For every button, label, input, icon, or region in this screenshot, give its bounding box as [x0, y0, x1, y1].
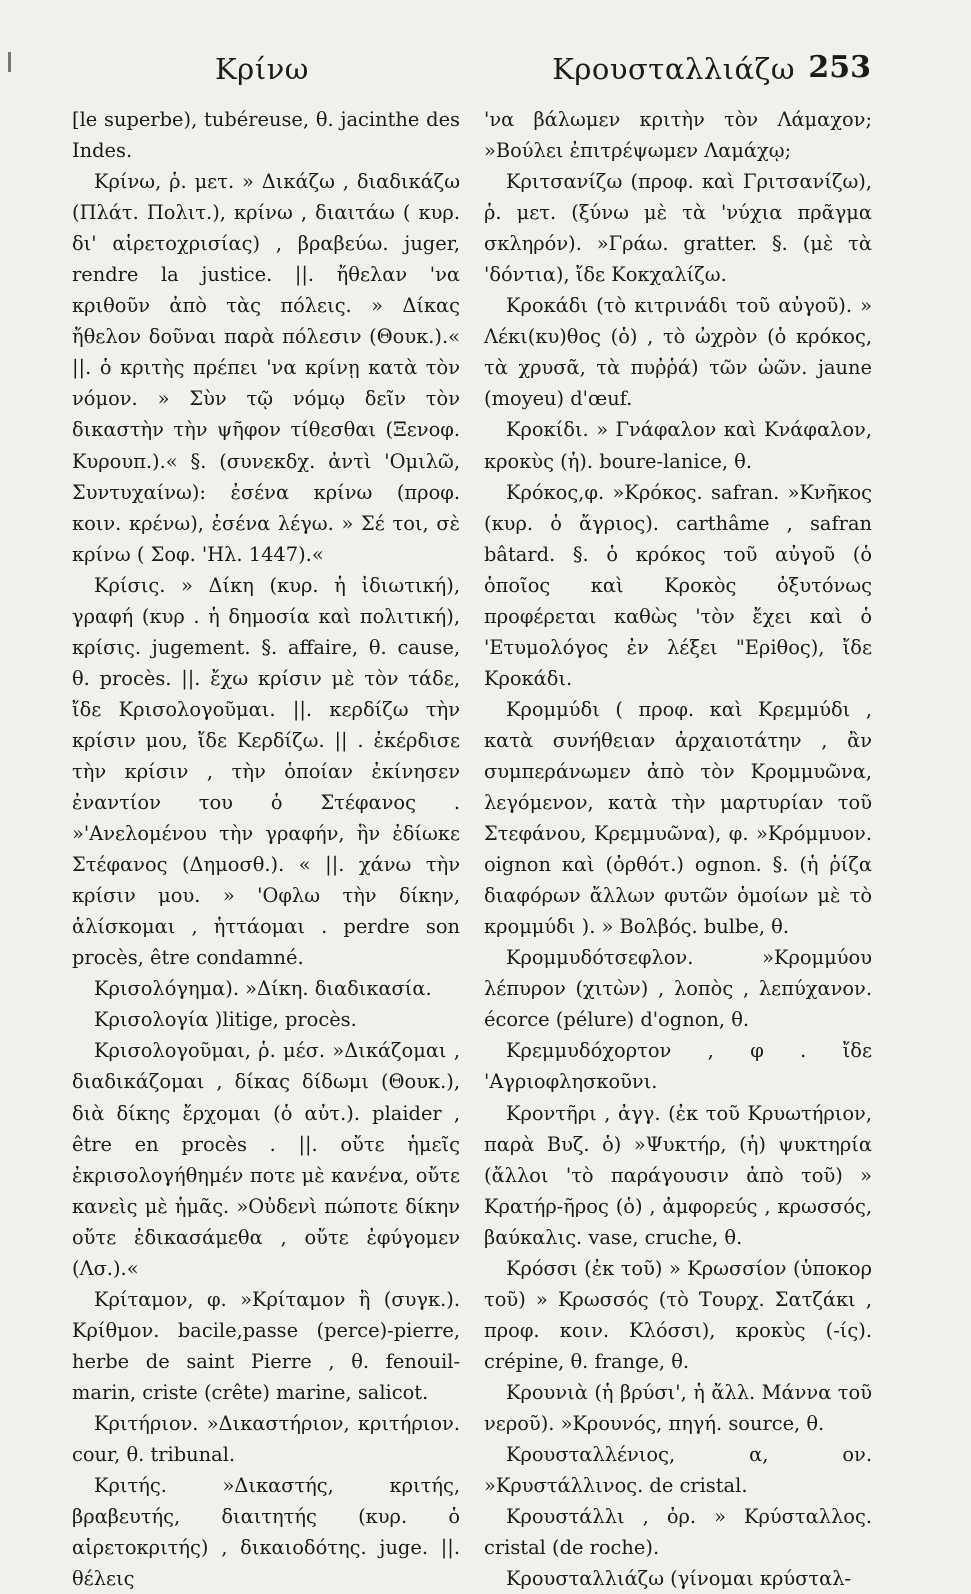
dictionary-entry: Κρόκος,φ. »Κρόκος. safran. »Κνῆκος (κυρ. ὁ ἄγριος). carthâme , safran bâtard. §. ὁ κρόκος τοῦ αὐγοῦ (ὁ ὁποῖος καὶ Κροκὸς ὀξυτόνως προφέρεται καθὼς 'τὸν ἔχει καὶ ὁ 'Ετυμολόγος ἐν λέξει "Ερiθος), ἴδε Κροκάδι.: [484, 480, 872, 690]
page-number: 253: [808, 50, 871, 85]
dictionary-entry: Κρισολογία )litige, procès.: [94, 1008, 357, 1032]
dictionary-entry: Κρεμμυδόχορτον , φ . ἴδε 'Αγριοφλησκοῦνι.: [484, 1039, 872, 1094]
dictionary-entry: Κρομμύδι ( προφ. καὶ Κρεμμύδι , κατὰ συνήθειαν ἀρχαιοτάτην , ἂν συμπεράνωμεν ἀπὸ τὸν Κρομμυῶνα, λεγόμενον, κατὰ τὴν μαρτυρίαν τοῦ Στεφάνου, Κρεμμυῶνα), φ. »Κρόμμυον. oignon καὶ (ὀρθότ.) ognon. §. (ἡ ῥίζα διαφόρων ἄλλων φυτῶν ὁμοίων μὲ τὸ κρομμύδι ). » Βολβός. bulbe, θ.: [484, 697, 872, 939]
dictionary-entry: Κρίσις. » Δίκη (κυρ. ἡ ἰδιωτική), γραφή (κυρ . ἡ δημοσία καὶ πολιτική), κρίσις. jugement. §. affaire, θ. cause, θ. procès. ||. ἔχω κρίσιν μὲ τὸν τάδε, ἴδε Κρισολογοῦμαι. ||. κερδίζω τὴν κρίσιν μου, ἴδε Κερδίζω. || . ἐκέρδισε τὴν κρίσιν , τὴν ὁποίαν ἐκίνησεν ἐναντίον του ὁ Στέφανος . »'Ανελομένου τὴν γραφήν, ἣν ἐδίωκε Στέφανος (Δημοσθ.). « ||. χάνω τὴν κρίσιν μου. » 'Οφλω τὴν δίκην, ἁλίσκομαι , ἡττάομαι . perdre son procès, être condamné.: [72, 573, 460, 970]
dictionary-entry: Κριτής. »Δικαστής, κριτής, βραβευτής, διαιτητής (κυρ. ὁ αἱρετοκριτής) , δικαιοδότης. juge. ||. θέλεις: [72, 1474, 460, 1591]
dictionary-entry: Κρόσσι (ἐκ τοῦ) » Κρωσσίον (ὑποκορ τοῦ) » Κρωσσός (τὸ Τουρχ. Σατζάκι , προφ. κοιν. Κλόσσι), κροκὺς (-ίς). crépine, θ. frange, θ.: [484, 1256, 872, 1373]
dictionary-entry: Κρίταμον, φ. »Κρίταμον ἢ (συγκ.). Κρίθμον. bacile,passe (perce)-pierre, herbe de saint Pierre , θ. fenouil-marin, criste (crête) marine, salicot.: [72, 1287, 460, 1404]
right-column: [484, 104, 872, 1594]
dictionary-entry: Κρουστάλλι , ὀρ. » Κρύσταλλος. cristal (de roche).: [484, 1505, 872, 1560]
dictionary-entry: Κρουνιὰ (ἡ βρύσι', ἡ ἄλλ. Μάννα τοῦ νεροῦ). »Κρουνός, πηγή. source, θ.: [484, 1380, 872, 1435]
page-edge-mark: [8, 52, 11, 72]
dictionary-entry: [le superbe), tubéreuse, θ. jacinthe des Indes.: [72, 108, 460, 163]
left-column: [72, 104, 460, 1594]
header-left-title: Κρίνω: [215, 52, 309, 86]
dictionary-entry: Κρομμυδότσεφλον. »Κρομμύου λέπυρον (χιτὼν) , λοπὸς , λεπύχανον. écorce (pélure) d'ognon, θ.: [484, 946, 872, 1032]
header-right-title: Κρουσταλλιάζω: [552, 52, 795, 86]
dictionary-entry: Κριτήριον. »Δικαστήριον, κριτήριον. cour, θ. tribunal.: [72, 1411, 460, 1467]
dictionary-entry: Κρίνω, ῥ. μετ. » Δικάζω , διαδικάζω (Πλάτ. Πολιτ.), κρίνω , διαιτάω ( κυρ. δι' αἱρετοχρισίας) , βραβεύω. juger, rendre la justice. ||. ἤθελαν 'να κριθοῦν ἀπὸ τὰς πόλεις. » Δίκας ἤθελον δοῦναι παρὰ πόλεσιν (Θουκ.).« ||. ὁ κριτὴς πρέπει 'να κρίνῃ κατὰ τὸν νόμον. » Σὺν τῷ νόμῳ δεῖν τὸν δικαστὴν τὴν ψῆφον τίθεσθαι (Ξενοφ. Κυρουπ.).« §. (συνεκδχ. ἀντὶ 'Ομιλῶ, Συντυχαίνω): ἐσένα κρίνω (προφ. κοιν. κρένω), ἐσένα λέγω. » Σέ τοι, σὲ κρίνω ( Σοφ. 'Ηλ. 1447).«: [72, 170, 460, 566]
running-header: [70, 46, 871, 96]
dictionary-entry: Κρισολόγημα). »Δίκη. διαδικασία.: [94, 977, 432, 1001]
dictionary-entry: Κρισολογοῦμαι, ῥ. μέσ. »Δικάζομαι , διαδικάζομαι , δίκας δίδωμι (Θουκ.), διὰ δίκης ἔρχομαι (ὁ αὐτ.). plaider , être en procès . ||. οὔτε ἡμεῖς ἐκρισολογήθημέν ποτε μὲ κανένα, οὔτε κανεὶς μὲ ἡμᾶς. »Οὐδενὶ πώποτε δίκην οὔτε ἐδικασάμεθα , οὔτε ἐφύγομεν (Λσ.).«: [72, 1039, 460, 1280]
dictionary-entry: Κροκάδι (τὸ κιτρινάδι τοῦ αὐγοῦ). » Λέκι(κυ)θος (ὁ) , τὸ ὠχρὸν (ὁ κρόκος, τὰ χρυσᾶ, τὰ πυῤῥά) τῶν ὠῶν. jaune (moyeu) d'œuf.: [484, 294, 872, 411]
dictionary-entry: Κρουσταλλιάζω (γίνομαι κρύσταλ-: [506, 1567, 852, 1591]
dictionary-entry: 'να βάλωμεν κριτὴν τὸν Λάμαχον; »Βούλει ἐπιτρέψωμεν Λαμάχῳ;: [484, 108, 872, 163]
dictionary-entry: Κροκίδι. » Γνάφαλον καὶ Κνάφαλον, κροκὺς (ἡ). boure-lanice, θ.: [484, 418, 872, 473]
dictionary-entry: Κρουσταλλένιος, α, ον. »Κρυστάλλινος. de cristal.: [484, 1443, 872, 1498]
dictionary-entry: Κροντῆρι , ἀγγ. (ἐκ τοῦ Κρυωτήριον, παρὰ Βυζ. ὁ) »Ψυκτήρ, (ἡ) ψυκτηρία (ἄλλοι 'τὸ παράγουσιν ἀπὸ τοῦ) » Κρατήρ-ῆρος (ὁ) , ἀμφορεύς , κρωσσός, βαύκαλις. vase, cruche, θ.: [484, 1101, 872, 1249]
dictionary-entry: Κριτσανίζω (προφ. καὶ Γριτσανίζω), ῥ. μετ. (ξύνω μὲ τὰ 'νύχια πρᾶγμα σκληρόν). »Γράω. gratter. §. (μὲ τὰ 'δόντια), ἴδε Κοκχαλίζω.: [484, 170, 872, 287]
